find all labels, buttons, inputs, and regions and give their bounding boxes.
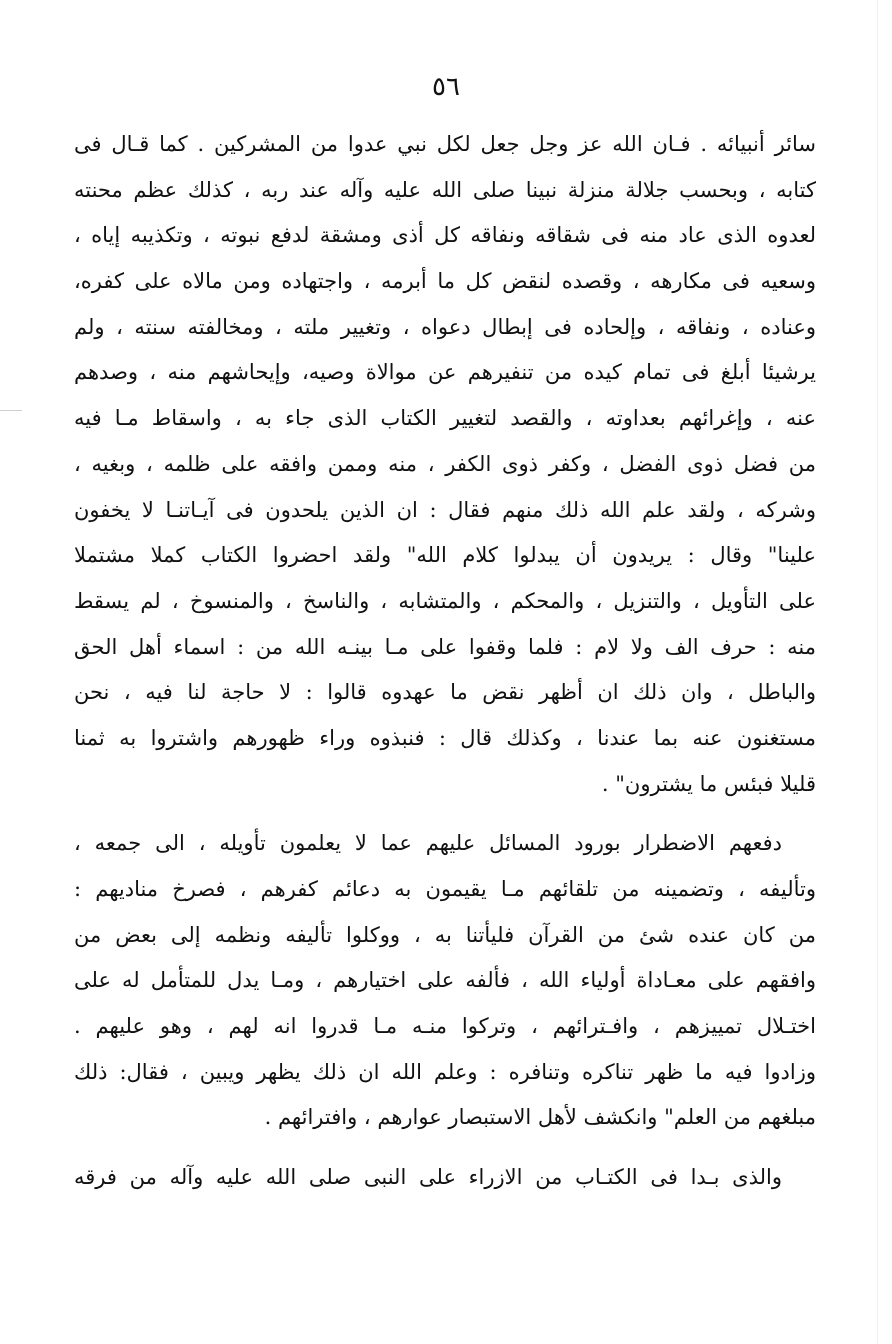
text-line: على التأويل ، والتنزيل ، والمحكم ، والمتشابه ، والناسخ ، والمنسوخ ، لم يسقط [74, 588, 816, 613]
text-line: وزادوا فيه ما ظهر تناكره وتنافره : وعلم الله ان ذلك يظهر ويبين ، فقال: ذلك [74, 1059, 816, 1084]
body-text [74, 122, 816, 1201]
paragraph-gap [74, 1141, 816, 1155]
text-line: وسعيه فى مكارهه ، وقصده لنقض كل ما أبرمه ، واجتهاده ومن مالاه على كفره، [74, 269, 816, 294]
text-line: دفعهم الاضطرار بورود المسائل عليهم عما لا يعلمون تأويله ، الى جمعه ، [74, 831, 782, 856]
text-line: وعناده ، ونفاقه ، وإلحاده فى إبطال دعواه ، وتغيير ملته ، ومخالفته سنته ، ولم [74, 314, 816, 339]
text-line: وافقهم على معـاداة أولياء الله ، فألفه على اختيارهم ، ومـا يدل للمتأمل له على [74, 968, 816, 993]
text-line: عنه ، وإغرائهم بعداوته ، والقصد لتغيير الكتاب الذى جاء به ، واسقاط مـا فيه [74, 406, 816, 431]
text-line: والباطل ، وان ذلك ان أظهر نقض ما عهدوه قالوا : لا حاجة لنا فيه ، نحن [74, 680, 816, 705]
text-line: وتأليفه ، وتضمينه من تلقائهم مـا يقيمون به دعائم كفرهم ، فصرخ مناديهم : [74, 877, 816, 901]
text-line: مستغنون عنه بما عندنا ، وكذلك قال : فنبذوه وراء ظهورهم واشتروا به ثمنا [74, 725, 816, 750]
text-line: اختـلال تمييزهم ، وافـترائهم ، وتركوا منـه مـا قدروا انه لهم ، وهو عليهم . [74, 1014, 816, 1039]
text-line: وشركه ، ولقد علم الله ذلك منهم فقال : ان الذين يلحدون فى آيـاتنـا لا يخفون [74, 497, 816, 522]
text-line: كتابه ، وبحسب جلالة منزلة نبينا صلى الله عليه وآله عند ربه ، كذلك عظم محنته [74, 177, 816, 202]
text-line: لعدوه الذى عاد منه فى شقاقه ونفاقه كل أذى ومشقة لدفع نبوته ، وتكذيبه إياه ، [74, 223, 816, 248]
text-line: مبلغهم من العلم" وانكشف لأهل الاستبصار عوارهم ، وافترائهم . [264, 1105, 816, 1130]
scan-edge-line [877, 0, 878, 1344]
page-number: ٥٦ [432, 72, 460, 102]
paragraph-1 [74, 122, 816, 807]
text-line: منه : حرف الف ولا لام : فلما وقفوا على مـا بينـه الله من : اسماء أهل الحق [74, 634, 816, 659]
paragraph-3 [74, 1155, 816, 1201]
text-line: علينا" وقال : يريدون أن يبدلوا كلام الله" ولقد احضروا الكتاب كملا مشتملا [74, 543, 816, 568]
text-line: سائر أنبيائه . فـان الله عز وجل جعل لكل نبي عدوا من المشركين . كما قـال فى [74, 132, 816, 156]
paragraph-gap [74, 807, 816, 821]
text-line: من فضل ذوى الفضل ، وكفر ذوى الكفر ، منه وممن وافقه على ظلمه ، وبغيه ، [74, 451, 816, 476]
margin-tick-mark [0, 410, 22, 411]
text-line: يرشيئا أبلغ فى تمام كيده من تنفيرهم عن موالاة وصيه، وإيحاشهم منه ، وصدهم [74, 360, 816, 385]
text-line: والذى بـدا فى الكتـاب من الازراء على النبى صلى الله عليه وآله من فرقه [74, 1165, 782, 1190]
text-line: من كان عنده شئ من القرآن فليأتنا به ، ووكلوا تأليفه ونظمه إلى بعض من [74, 922, 816, 947]
text-line: قليلا فبئس ما يشترون" . [601, 771, 816, 796]
paragraph-2 [74, 821, 816, 1141]
